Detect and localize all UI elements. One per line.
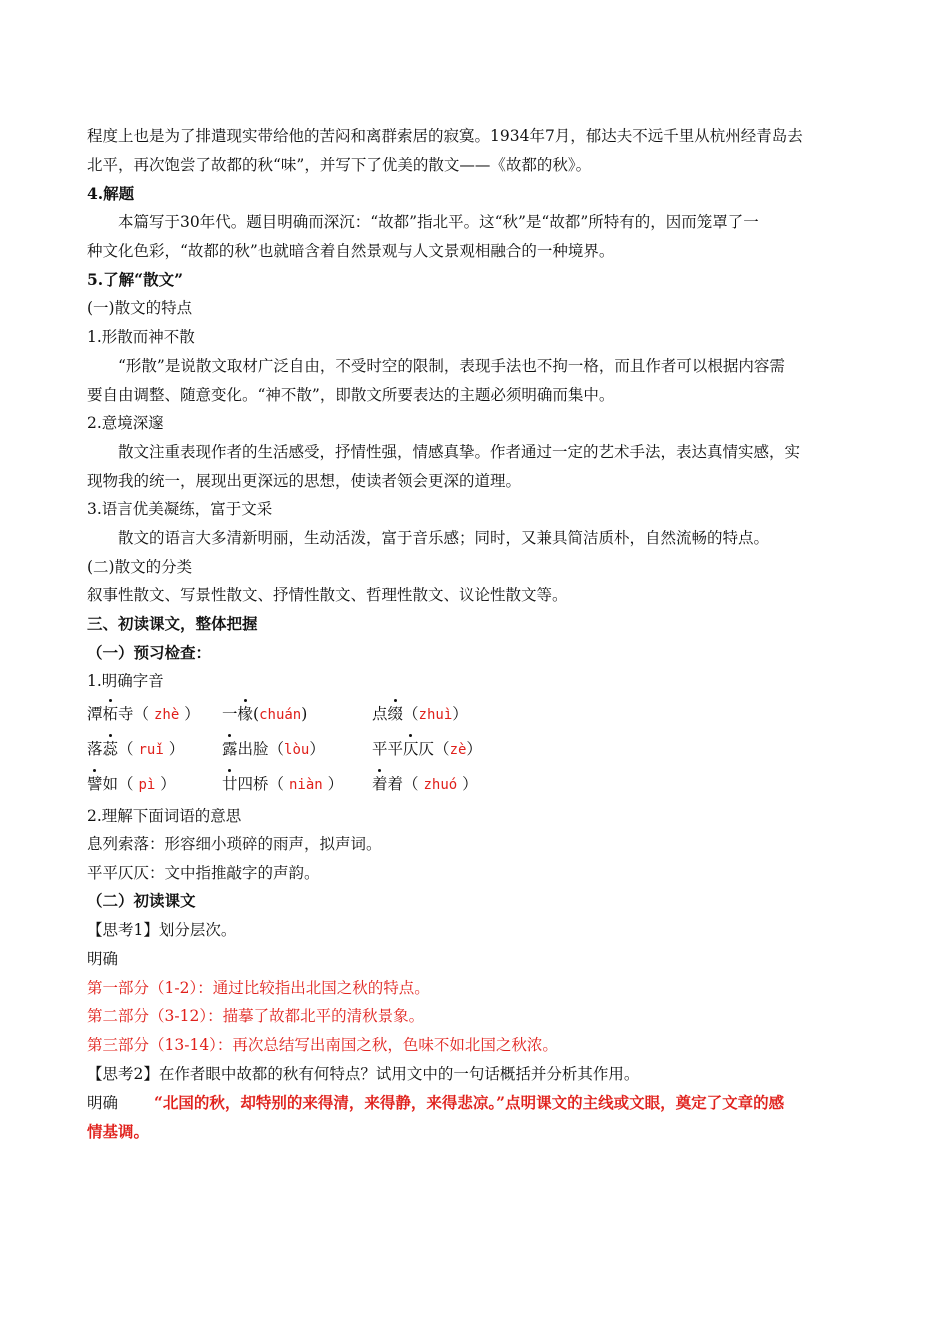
- answer-2-line-2: 情基调。: [87, 1122, 150, 1141]
- pinyin: pì: [138, 777, 156, 793]
- feature-2-title: 2.意境深邃: [87, 414, 164, 432]
- think-1: 【思考1】划分层次。: [87, 921, 237, 939]
- pinyin: lòu: [284, 742, 310, 758]
- answer-2-label: 明确: [87, 1094, 119, 1112]
- pronunciation-item: 着着（ zhuó ）: [372, 775, 478, 793]
- pinyin: zhè: [153, 707, 180, 723]
- part-2: 第二部分（3-12）：描摹了故都北平的清秋景象。: [87, 1007, 425, 1025]
- pinyin: ruǐ: [138, 742, 164, 758]
- part-3: 第三部分（13-14）：再次总结写出南国之秋，色味不如北国之秋浓。: [87, 1036, 558, 1054]
- pronunciation-item: 譬如（ pì ）: [87, 775, 176, 793]
- feature-1-line-2: 要自由调整、随意变化。“神不散”，即散文所要表达的主题必须明确而集中。: [87, 386, 615, 404]
- answer-label: 明确: [87, 950, 119, 968]
- feature-1-title: 1.形散而神不散: [87, 328, 195, 346]
- part-1: 第一部分（1-2）：通过比较指出北国之秋的特点。: [87, 979, 430, 997]
- answer-2: [87, 1092, 867, 1114]
- pronunciation-item: 平平仄仄（zè）: [372, 740, 482, 758]
- section-4-line-1: 本篇写于30年代。题目明确而深沉：“故都”指北平。这“秋”是“故都”所特有的，因而笼罩了一: [118, 213, 759, 231]
- feature-2-line-2: 现物我的统一，展现出更深远的思想，使读者领会更深的道理。: [87, 472, 522, 490]
- think-2: 【思考2】在作者眼中故都的秋有何特点？试用文中的一句话概括并分析其作用。: [87, 1065, 640, 1083]
- feature-3-line-1: 散文的语言大多清新明丽，生动活泼，富于音乐感；同时，又兼具简洁质朴，自然流畅的特点。: [118, 529, 770, 547]
- section-4-line-2: 种文化色彩，“故都的秋”也就暗含着自然景观与人文景观相融合的一种境界。: [87, 242, 615, 260]
- answer-2-text-1: “北国的秋，却特别的来得清，来得静，来得悲凉。”点明课文的主线或文眼，奠定了文章的感: [154, 1093, 785, 1112]
- pronunciation-item: 一椽(chuán): [222, 705, 308, 723]
- pinyin: zhuì: [418, 707, 453, 723]
- section-4-heading: 4.解题: [87, 184, 135, 203]
- feature-3-title: 3.语言优美凝练，富于文采: [87, 500, 273, 518]
- feature-1-line-1: “形散”是说散文取材广泛自由，不受时空的限制，表现手法也不拘一格，而且作者可以根据内容需: [118, 357, 785, 375]
- pinyin: chuán: [259, 707, 302, 723]
- section-3-heading: 三、初读课文，整体把握: [87, 614, 258, 633]
- pronunciation-title: 1.明确字音: [87, 672, 164, 690]
- vocab-item-1: 息列索落：形容细小琐碎的雨声，拟声词。: [87, 835, 382, 853]
- intro-line-1: 程度上也是为了排遣现实带给他的苦闷和离群索居的寂寞。1934年7月，郁达夫不远千里从杭州经青岛去: [87, 127, 803, 145]
- pinyin: niàn: [288, 777, 323, 793]
- pronunciation-item: 潭柘寺（ zhè ）: [87, 705, 200, 723]
- pronunciation-item: 廿四桥（ niàn ）: [222, 775, 344, 793]
- preview-heading: （一）预习检查：: [87, 643, 212, 662]
- pronunciation-item: 落蕊（ ruǐ ）: [87, 740, 185, 758]
- pronunciation-item: 点缀（zhuì）: [372, 705, 468, 723]
- vocab-title: 2.理解下面词语的意思: [87, 807, 242, 825]
- intro-line-2: 北平，再次饱尝了故都的秋“味”，并写下了优美的散文——《故都的秋》。: [87, 156, 592, 174]
- essay-types-list: 叙事性散文、写景性散文、抒情性散文、哲理性散文、议论性散文等。: [87, 586, 568, 604]
- essay-types-subheading: (二)散文的分类: [87, 558, 193, 576]
- pronunciation-item: 露出脸（lòu）: [222, 740, 325, 758]
- feature-2-line-1: 散文注重表现作者的生活感受，抒情性强，情感真挚。作者通过一定的艺术手法，表达真情实感，实: [118, 443, 801, 461]
- reading-heading: （二）初读课文: [87, 891, 196, 910]
- essay-features-subheading: (一)散文的特点: [87, 299, 193, 317]
- pinyin: zè: [449, 742, 467, 758]
- pinyin: zhuó: [423, 777, 458, 793]
- section-5-heading: 5.了解“散文”: [87, 270, 184, 289]
- vocab-item-2: 平平仄仄：文中指推敲字的声韵。: [87, 864, 320, 882]
